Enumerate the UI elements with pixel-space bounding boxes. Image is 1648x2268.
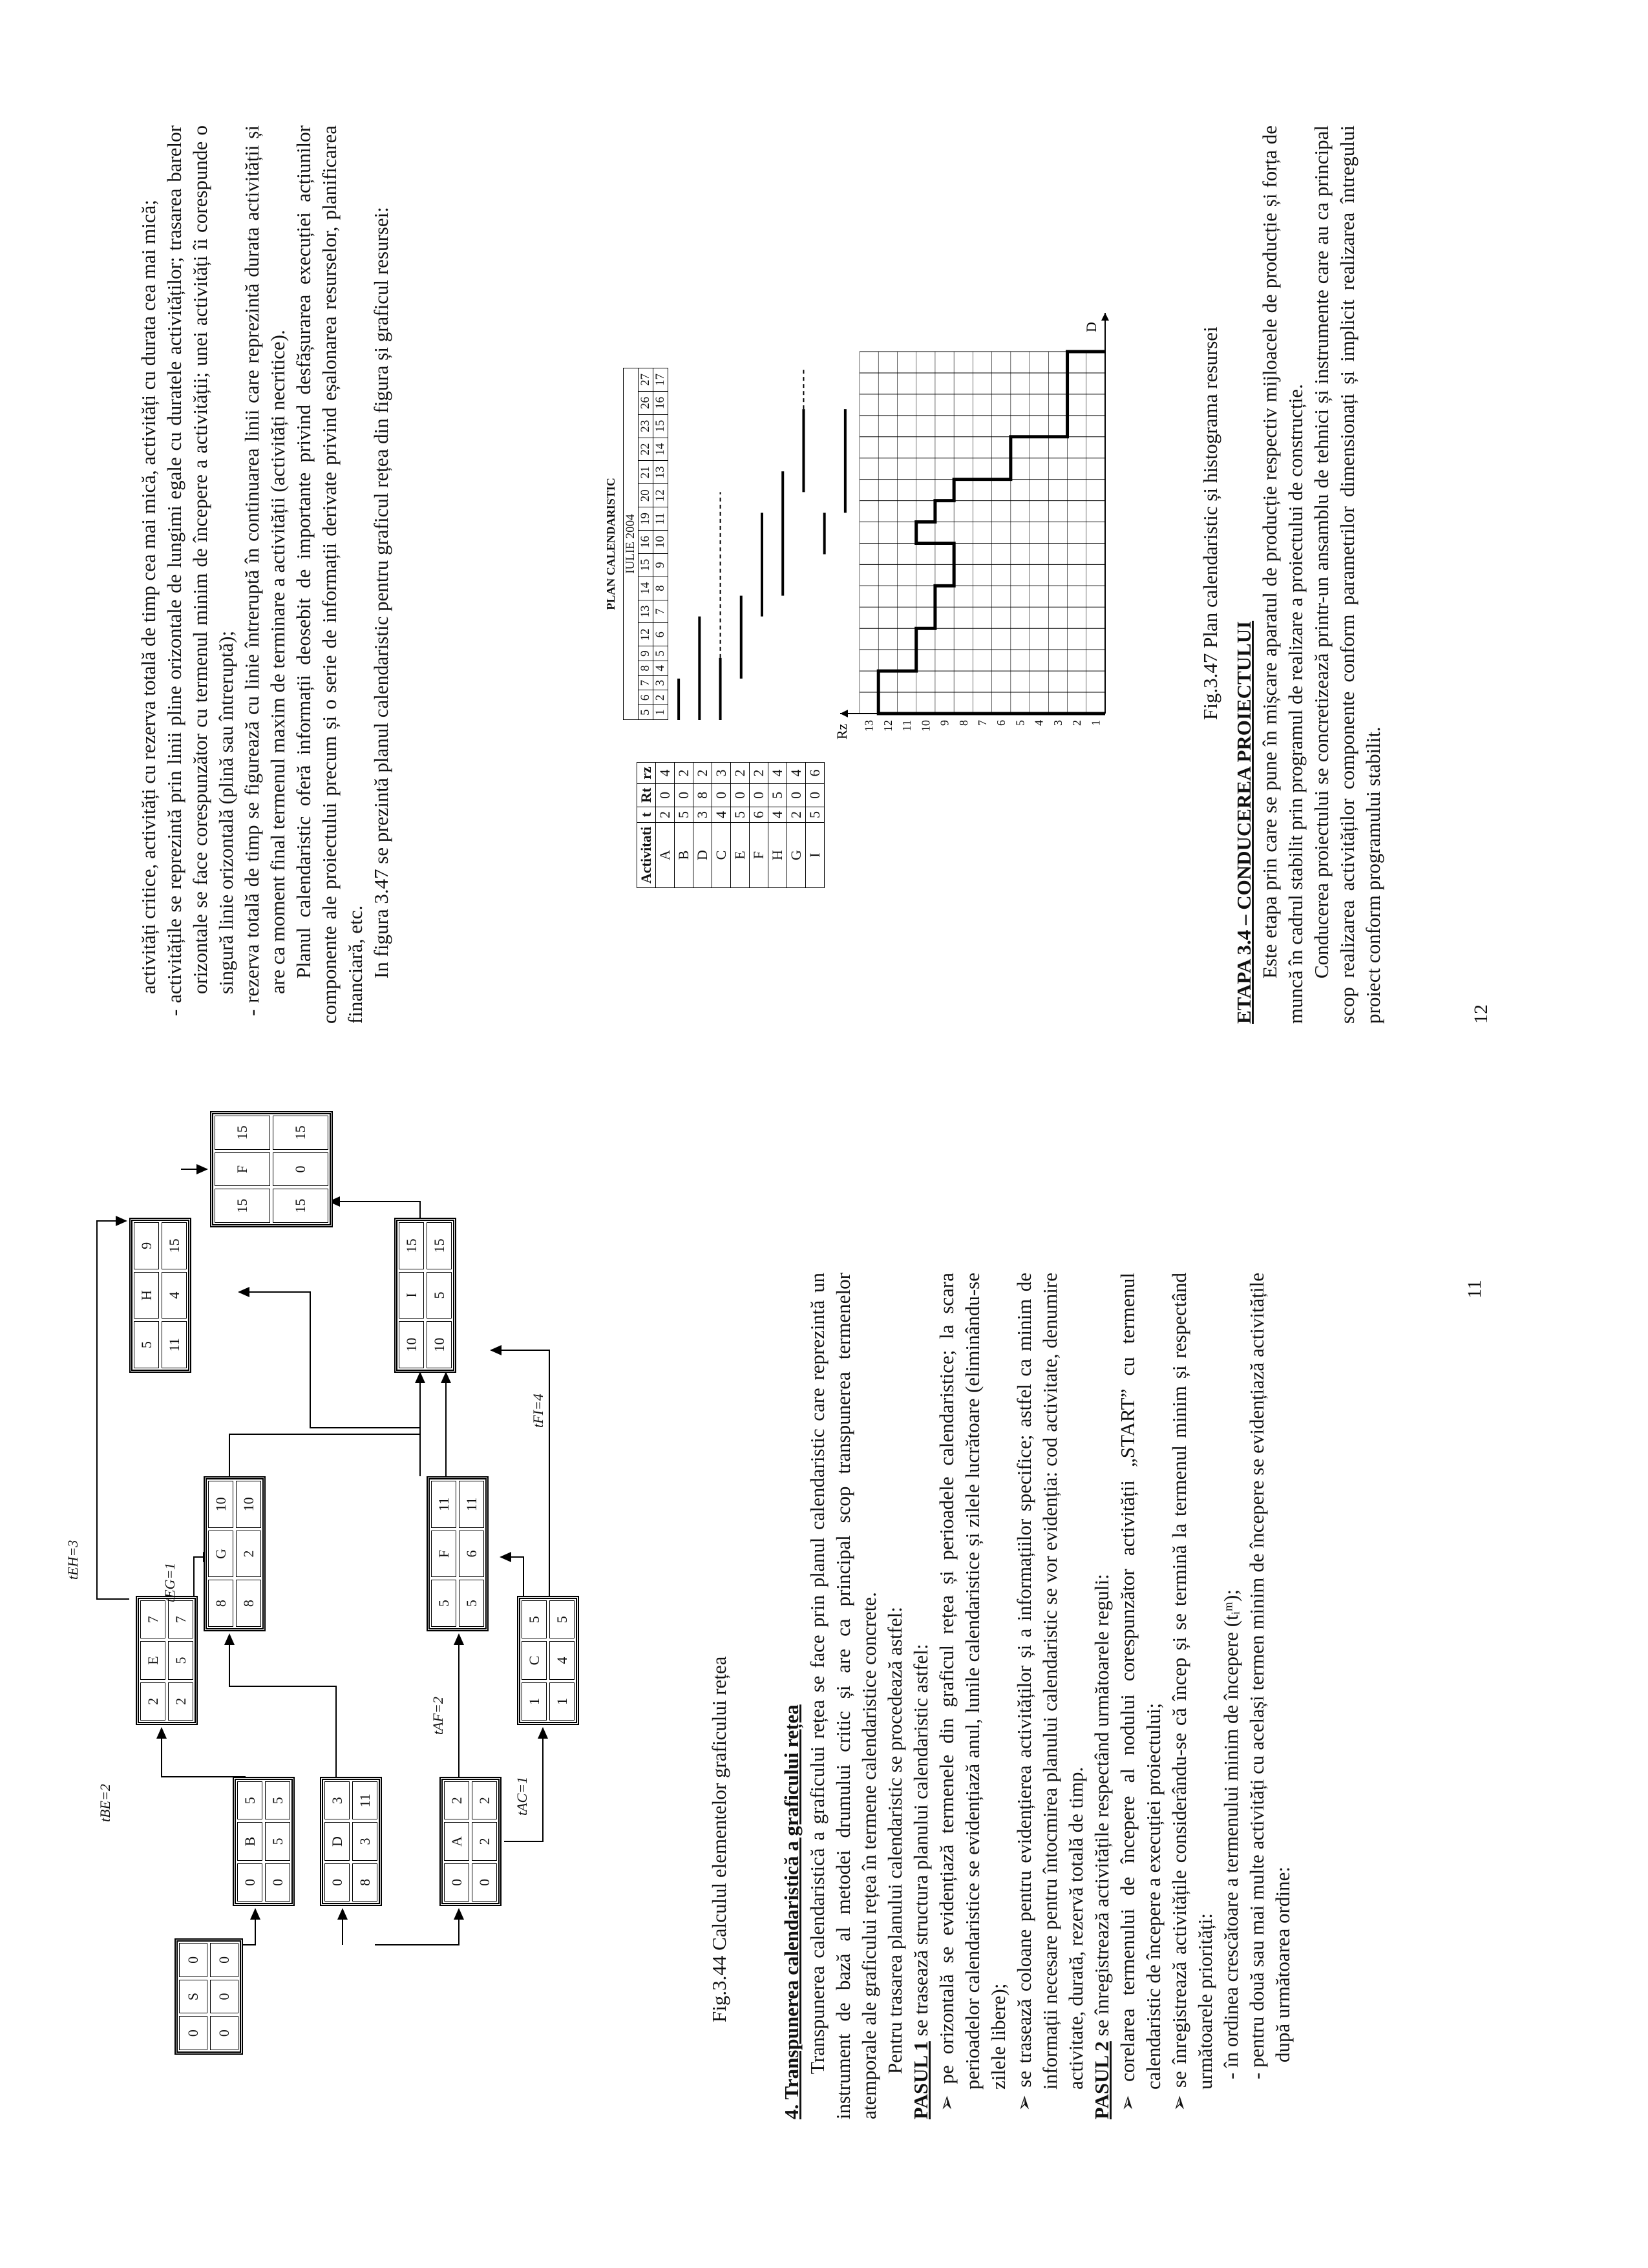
step-label: PASUL 2 xyxy=(1090,2041,1113,2119)
paragraph: In figura 3.47 se prezintă planul calendaristic pentru graficul rețea din figura și graficul resursei: xyxy=(370,207,392,979)
day-cell: 20 xyxy=(639,484,653,507)
figure-caption: Fig.3.47 Plan calendaristic și histograma resursei xyxy=(1199,326,1221,720)
node-cell: 10 xyxy=(236,1481,261,1528)
table-cell: I xyxy=(806,823,825,888)
days-row xyxy=(639,368,653,720)
table-cell: A xyxy=(656,823,675,888)
step-text: se înregistrează activitățile respectând următoarele reguli: xyxy=(1090,1574,1113,2042)
histogram-bar xyxy=(935,501,1105,522)
calendar-table xyxy=(623,368,668,720)
node-d xyxy=(320,1777,382,1906)
table-cell: 2 xyxy=(787,807,806,823)
histogram-bar xyxy=(1068,373,1105,394)
histogram-bar xyxy=(916,628,1105,650)
node-cell: 3 xyxy=(324,1781,350,1819)
step-1 xyxy=(908,1273,934,2119)
day-cell: 16 xyxy=(639,531,653,554)
table-cell: 0 xyxy=(750,783,768,807)
table-cell: D xyxy=(693,823,712,888)
column-header: rz xyxy=(637,763,656,784)
node-cell: D xyxy=(324,1822,350,1860)
node-cell: 0 xyxy=(472,1863,497,1902)
bullet: ➢ pe orizontală se evidențiază termenele din graficul rețea și perioadele calendaristice; la scara perioadelor calendaristice se evidențiază anul, lunile calendaristice și zilele lucrătoare (eliminându-se zilele libere); xyxy=(935,1273,1009,2112)
table-cell: C xyxy=(712,823,731,888)
paragraph: Planul calendaristic oferă informații deosebit de importante privind desfășurarea execuției acțiunilor componente ale proiectului precum și o serie de informații derivate privind eșalonarea resurselor, planificarea financiară, etc. xyxy=(292,125,366,1024)
term-cell: 17 xyxy=(653,368,668,392)
node-cell: 2 xyxy=(236,1531,261,1578)
body-text-top xyxy=(136,125,394,1024)
arc-f-h xyxy=(239,1292,420,1476)
paragraph: Transpunerea calendaristică a graficului rețea se face prin planul calendaristic care reprezintă un instrument de bază al metodei drumului critic și are ca principal scop transpunerea termenelor atemporale ale graficului rețea în termene calendaristice concrete. xyxy=(806,1273,880,2119)
table-row xyxy=(693,763,712,888)
table-cell: 5 xyxy=(768,783,787,807)
term-cell: 8 xyxy=(653,577,668,600)
node-cell: 5 xyxy=(549,1600,575,1638)
arc-b-e xyxy=(162,1728,246,1777)
node-cell: 5 xyxy=(459,1580,484,1627)
step-2 xyxy=(1089,1273,1115,2119)
node-cell: 5 xyxy=(431,1580,456,1627)
node-cell: 15 xyxy=(273,1189,328,1223)
term-cell: 15 xyxy=(653,414,668,438)
table-cell: 2 xyxy=(750,763,768,784)
label-tac: tAC=1 xyxy=(514,1776,530,1816)
node-cell: 1 xyxy=(522,1682,547,1721)
node-cell: 1 xyxy=(549,1682,575,1721)
label-tbe: tBE=2 xyxy=(97,1784,113,1822)
step-text: se trasează structura planului calendaristic astfel: xyxy=(909,1644,932,2042)
y-tick-label: 2 xyxy=(1070,720,1084,726)
paragraph: Conducerea proiectului se concretizează printr-un ansamblu de tehnici și instrumente care au ca principal scop realizarea activităților componente conform parametrilor dimensionați și implicit realizarea întregului proiect conform programului stabilit. xyxy=(1310,125,1384,1024)
node-cell: 9 xyxy=(134,1222,159,1269)
node-cell: 11 xyxy=(162,1321,187,1368)
node-cell: 11 xyxy=(352,1781,377,1819)
node-cell: 2 xyxy=(140,1682,165,1721)
table-row xyxy=(787,763,806,888)
node-cell: 8 xyxy=(352,1863,377,1902)
x-axis-label: D xyxy=(1083,322,1099,332)
y-tick-label: 1 xyxy=(1089,720,1103,726)
page-11 xyxy=(0,1125,1648,2268)
node-cell: 15 xyxy=(215,1189,270,1223)
label-tfi: tFI=4 xyxy=(530,1394,546,1428)
node-cell: 0 xyxy=(210,1980,238,2014)
node-cell: 3 xyxy=(352,1822,377,1860)
bullet: ➢ se trasează coloane pentru evidențierea activităților și a informațiilor specifice; astfel ca minim de informații necesare pentru întocmirea planului calendaristic se vor evidenția: cod activitate, denumire activitate, durată, rezervă totală de timp. xyxy=(1013,1273,1087,2112)
node-a xyxy=(439,1777,502,1906)
node-cell: 15 xyxy=(273,1116,328,1150)
node-cell: 11 xyxy=(459,1481,484,1528)
term-cell: 7 xyxy=(653,600,668,623)
node-cell: 8 xyxy=(236,1580,261,1627)
node-cell: C xyxy=(522,1641,547,1679)
table-cell: 5 xyxy=(731,807,750,823)
day-cell: 12 xyxy=(639,623,653,646)
paragraph: Este etapa prin care se pune în mișcare aparatul de producție respectiv mijloacele de producție și forța de muncă în cadrul stabilit prin programul de realizare a proiectului de construcție. xyxy=(1258,125,1307,1024)
column-header: Activitati xyxy=(637,823,656,888)
node-c xyxy=(517,1596,579,1725)
table-cell: 0 xyxy=(806,783,825,807)
y-tick-label: 3 xyxy=(1051,720,1064,726)
node-g xyxy=(204,1476,266,1631)
node-cell: 15 xyxy=(399,1222,424,1269)
histogram-bar xyxy=(1068,416,1105,437)
table-cell: 0 xyxy=(656,783,675,807)
table-header-row xyxy=(637,763,656,888)
label-teh: tEH=3 xyxy=(65,1540,81,1580)
day-cell: 23 xyxy=(639,414,653,438)
y-tick-label: 4 xyxy=(1032,720,1046,726)
term-cell: 10 xyxy=(653,531,668,554)
section-title xyxy=(1231,125,1257,1024)
node-cell: 5 xyxy=(168,1641,193,1679)
table-cell: 3 xyxy=(693,807,712,823)
node-cell: 7 xyxy=(140,1600,165,1638)
node-cell: 0 xyxy=(237,1863,262,1902)
table-cell: 5 xyxy=(675,807,693,823)
y-tick-label: 6 xyxy=(995,720,1008,726)
table-cell: E xyxy=(731,823,750,888)
node-e xyxy=(136,1596,198,1725)
node-cell: 6 xyxy=(459,1531,484,1578)
arc-s-a xyxy=(375,1909,459,1945)
node-cell: 2 xyxy=(168,1682,193,1721)
body-text xyxy=(779,1273,1296,2119)
node-cell: 5 xyxy=(522,1600,547,1638)
table-row xyxy=(675,763,693,888)
y-tick-label: 13 xyxy=(862,720,876,732)
table-cell: 3 xyxy=(712,763,731,784)
node-cell: B xyxy=(237,1822,262,1860)
histogram-bar xyxy=(878,671,1105,692)
y-tick-label: 5 xyxy=(1013,720,1027,726)
table-row xyxy=(731,763,750,888)
term-cell: 16 xyxy=(653,391,668,414)
day-cell: 9 xyxy=(639,646,653,661)
table-cell: 6 xyxy=(806,763,825,784)
table-cell: 0 xyxy=(675,783,693,807)
y-axis-label: Rz xyxy=(834,723,850,739)
day-cell: 21 xyxy=(639,461,653,484)
body-text-bottom xyxy=(1231,125,1386,1024)
histogram-bar xyxy=(954,564,1105,586)
node-b xyxy=(233,1777,295,1906)
table-cell: H xyxy=(768,823,787,888)
node-i xyxy=(394,1218,456,1373)
node-cell: 0 xyxy=(444,1863,469,1902)
dash-item: - în ordinea crescătoare a termenului minim de începere (tᵢᵐ); xyxy=(1220,1589,1242,2079)
histogram-bar xyxy=(1068,394,1105,416)
table-cell: 4 xyxy=(712,807,731,823)
column-header: Rt xyxy=(637,783,656,807)
table-cell: 2 xyxy=(675,763,693,784)
node-cell: 11 xyxy=(431,1481,456,1528)
table-cell: B xyxy=(675,823,693,888)
node-cell: 0 xyxy=(179,1943,207,1977)
term-cell: 9 xyxy=(653,553,668,577)
node-cell: 0 xyxy=(273,1152,328,1187)
node-cell: 10 xyxy=(399,1321,424,1368)
histogram-bar xyxy=(1011,458,1105,480)
node-cell: 5 xyxy=(237,1781,262,1819)
label-teg: tEG=1 xyxy=(162,1562,178,1602)
table-row xyxy=(656,763,675,888)
term-cell: 4 xyxy=(653,661,668,676)
table-cell: F xyxy=(750,823,768,888)
node-cell: I xyxy=(399,1272,424,1319)
node-f xyxy=(427,1476,489,1631)
page-number: 11 xyxy=(1464,1280,1485,1298)
table-row xyxy=(750,763,768,888)
node-cell: 10 xyxy=(427,1321,452,1368)
y-tick-label: 7 xyxy=(976,720,989,726)
node-cell: 5 xyxy=(134,1321,159,1368)
bullet: - rezerva totală de timp se figurează cu linie întreruptă în continuarea linii care reprezintă durata activității și are ca moment final termenul maxim de terminare a activității (activități necritice). xyxy=(240,125,289,1016)
table-cell: 5 xyxy=(806,807,825,823)
table-row xyxy=(768,763,787,888)
node-cell: E xyxy=(140,1641,165,1679)
histogram-bar xyxy=(916,650,1105,671)
day-cell: 8 xyxy=(639,661,653,676)
day-cell: 14 xyxy=(639,577,653,600)
day-cell: 22 xyxy=(639,438,653,461)
node-s xyxy=(174,1938,243,2055)
table-cell: 0 xyxy=(731,783,750,807)
table-cell: 2 xyxy=(656,807,675,823)
node-cell: F xyxy=(215,1152,270,1187)
node-cell: 0 xyxy=(210,1943,238,1977)
column-header: t xyxy=(637,807,656,823)
node-cell: 0 xyxy=(210,2016,238,2050)
node-cell: 4 xyxy=(549,1641,575,1679)
node-cell: F xyxy=(431,1531,456,1578)
node-cell: S xyxy=(179,1980,207,2014)
histogram-bar xyxy=(935,586,1105,607)
term-cell: 3 xyxy=(653,675,668,690)
resource-histogram xyxy=(834,281,1134,772)
histogram-bar xyxy=(916,522,1105,544)
arc-c-i xyxy=(491,1350,549,1599)
node-cell: 5 xyxy=(427,1272,452,1319)
table-cell: 4 xyxy=(768,763,787,784)
calendar-title: PLAN CALENDARISTIC xyxy=(604,478,617,610)
term-cell: 2 xyxy=(653,690,668,705)
node-cell: 0 xyxy=(179,2016,207,2050)
day-cell: 7 xyxy=(639,675,653,690)
node-cell: 4 xyxy=(162,1272,187,1319)
y-tick-label: 8 xyxy=(956,720,970,726)
dash-item: - pentru două sau mai multe activități cu același termen minim de începere se evidențiază activitățile după următoarea ordine: xyxy=(1245,1273,1294,2079)
node-cell: 2 xyxy=(472,1781,497,1819)
day-cell: 26 xyxy=(639,391,653,414)
label-taf: tAF=2 xyxy=(430,1697,446,1735)
table-cell: 2 xyxy=(693,763,712,784)
section-title xyxy=(779,1273,805,2119)
arc-g-i xyxy=(229,1373,420,1476)
node-cell: 0 xyxy=(324,1863,350,1902)
table-row xyxy=(712,763,731,888)
day-cell: 6 xyxy=(639,690,653,705)
term-cell: 14 xyxy=(653,438,668,461)
node-cell: G xyxy=(208,1531,233,1578)
node-cell: 5 xyxy=(265,1781,290,1819)
day-cell: 27 xyxy=(639,368,653,392)
table-cell: 2 xyxy=(731,763,750,784)
day-cell: 15 xyxy=(639,553,653,577)
histogram-bar xyxy=(1068,352,1105,373)
node-cell: 15 xyxy=(215,1116,270,1150)
month-cell: IULIE 2004 xyxy=(624,368,639,720)
bullet: - activitățile se reprezintă prin linii pline orizontale de lungimi egale cu duratele activităților; trasarea barelor orizontale se face corespunzător cu termenul minim de începere a activității; unei activități îi corespunde o singură linie orizontală (plină sau întreruptă); xyxy=(163,125,237,1016)
section-title-text: ETAPA 3.4 – CONDUCEREA PROIECTULUI xyxy=(1232,620,1255,1024)
node-cell: 10 xyxy=(208,1481,233,1528)
activity-table xyxy=(637,762,825,888)
histogram-bar xyxy=(954,543,1105,564)
section-title-text: 4. Transpunerea calendaristică a graficului rețea xyxy=(780,1704,803,2119)
term-cell: 12 xyxy=(653,484,668,507)
table-cell: 4 xyxy=(787,763,806,784)
terms-row xyxy=(653,368,668,720)
histogram-bar xyxy=(935,607,1105,628)
table-cell: 0 xyxy=(787,783,806,807)
y-axis-arrow xyxy=(840,710,848,717)
calendar-plan xyxy=(604,368,856,720)
node-cell: 15 xyxy=(162,1222,187,1269)
histogram-bar xyxy=(1011,437,1105,458)
bullet: ➢ se înregistrează activitățile considerându-se că încep și se termină la termenul minim și respectând următoarele priorități: xyxy=(1168,1273,1216,2112)
step-label: PASUL 1 xyxy=(909,2041,932,2119)
node-cell: 15 xyxy=(427,1222,452,1269)
table-row xyxy=(806,763,825,888)
term-cell: 6 xyxy=(653,623,668,646)
gantt-bars xyxy=(668,368,856,720)
table-cell: G xyxy=(787,823,806,888)
node-cell: 0 xyxy=(265,1863,290,1902)
table-cell: 0 xyxy=(712,783,731,807)
day-cell: 19 xyxy=(639,507,653,531)
node-cell: 2 xyxy=(444,1781,469,1819)
x-axis-arrow xyxy=(1101,313,1109,321)
node-cell: H xyxy=(134,1272,159,1319)
y-tick-label: 10 xyxy=(919,720,933,732)
node-cell: A xyxy=(444,1822,469,1860)
histogram-chart xyxy=(834,281,1131,772)
bullet: ➢ corelarea termenului de începere al nodului corespunzător activității „START” cu termenul calendaristic de începere a execuției proiectului; xyxy=(1116,1273,1165,2112)
node-h xyxy=(129,1218,191,1373)
table-cell: 8 xyxy=(693,783,712,807)
arc-c-f xyxy=(501,1557,523,1599)
node-cell: 2 xyxy=(472,1822,497,1860)
paragraph: activități critice, activități cu rezerva totală de timp cea mai mică, activități cu durata cea mai mică; xyxy=(137,199,160,994)
table-cell: 4 xyxy=(768,807,787,823)
network-diagram xyxy=(0,1125,646,2268)
term-cell: 11 xyxy=(653,507,668,531)
y-tick-label: 9 xyxy=(938,720,951,726)
day-cell: 13 xyxy=(639,600,653,623)
page-number: 12 xyxy=(1470,1004,1492,1024)
table-cell: 6 xyxy=(750,807,768,823)
arc-e-h xyxy=(97,1221,129,1599)
arc-d-g xyxy=(229,1635,336,1777)
figure-caption: Fig.3.44 Calculul elementelor graficului rețea xyxy=(708,1656,730,2022)
histogram-bar xyxy=(878,692,1105,714)
y-tick-label: 12 xyxy=(881,720,894,732)
node-cell: 7 xyxy=(168,1600,193,1638)
y-tick-label: 11 xyxy=(900,720,914,732)
paragraph: Pentru trasarea planului calendaristic se procedează astfel: xyxy=(883,1607,906,2074)
term-cell: 5 xyxy=(653,646,668,661)
term-cell: 13 xyxy=(653,461,668,484)
term-cell: 1 xyxy=(653,705,668,720)
node-cell: 5 xyxy=(265,1822,290,1860)
node-cell: 8 xyxy=(208,1580,233,1627)
table-cell: 4 xyxy=(656,763,675,784)
month-row xyxy=(624,368,639,720)
histogram-bar xyxy=(954,480,1105,501)
day-cell: 5 xyxy=(639,705,653,720)
